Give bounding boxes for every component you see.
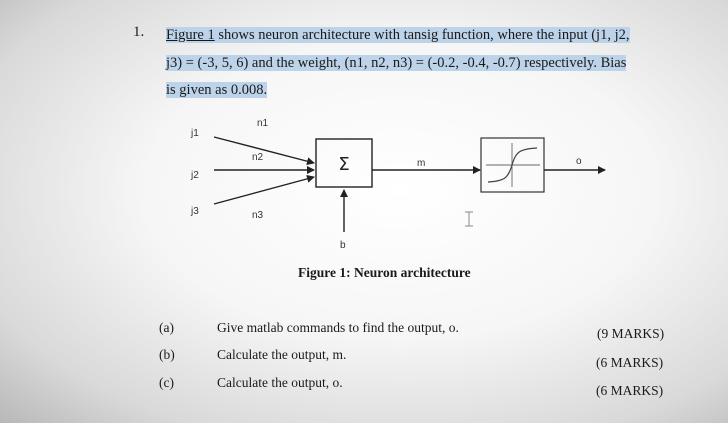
part-b-label: (b) [159, 347, 175, 362]
question-number: 1. [133, 24, 145, 40]
question-line-2-text: j3) = (-3, 5, 6) and the weight, (n1, n2, n3) = (-0.2, -0.4, -0.7) respectively. Bias [166, 55, 627, 71]
bias-label-b: b [340, 240, 346, 251]
text-cursor-icon [465, 212, 473, 226]
part-c-marks: (6 MARKS) [596, 383, 664, 398]
question-line-3-text: is given as 0.008. [166, 82, 268, 98]
weight-label-n3: n3 [252, 210, 264, 221]
part-a-marks: (9 MARKS) [597, 326, 665, 341]
weight-label-n1: n1 [257, 118, 269, 129]
weight-label-n2: n2 [252, 152, 264, 163]
input-line-j1 [214, 137, 314, 163]
input-line-j3 [214, 177, 314, 204]
part-b-text: Calculate the output, m. [217, 347, 347, 362]
output-label-o: o [576, 156, 582, 167]
part-a-text: Give matlab commands to find the output, o. [217, 320, 459, 335]
sum-symbol: Σ [338, 154, 350, 175]
part-c-text: Calculate the output, o. [217, 375, 343, 390]
input-label-j1: j1 [191, 128, 199, 139]
intermediate-label-m: m [417, 158, 426, 169]
figure-reference: Figure 1 [166, 27, 215, 43]
input-label-j2: j2 [191, 170, 199, 181]
figure-caption: Figure 1: Neuron architecture [298, 265, 471, 280]
part-b-marks: (6 MARKS) [596, 355, 664, 370]
question-line-1-text: shows neuron architecture with tansig function, where the input (j1, j2, [214, 27, 630, 43]
input-label-j3: j3 [191, 206, 199, 217]
part-a-label: (a) [159, 320, 174, 335]
part-c-label: (c) [159, 375, 174, 390]
